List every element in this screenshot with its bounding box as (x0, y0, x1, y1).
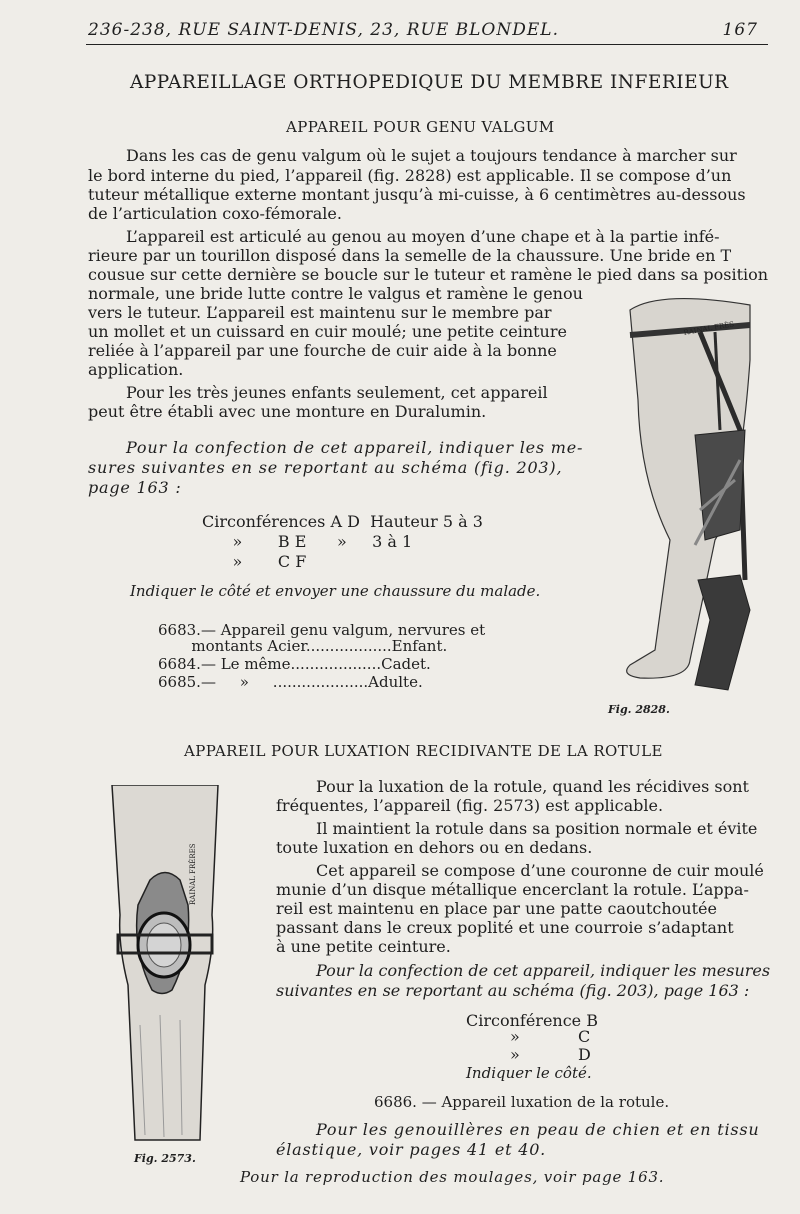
footer-line: Pour les genouillères en peau de chien et en tissu (316, 1120, 760, 1139)
paragraph-line: toute luxation en dehors ou en dedans. (276, 838, 593, 857)
paragraph-line: passant dans le creux poplité et une courroie s’adaptant (276, 918, 734, 937)
catalog-entry: 6686. — Appareil luxation de la rotule. (374, 1093, 670, 1111)
catalog-entry: 6683.— Appareil genu valgum, nervures et (158, 621, 486, 639)
section-heading-luxation-rotule: APPAREIL POUR LUXATION RECIDIVANTE DE LA ROTULE (184, 742, 663, 760)
paragraph-line: Pour la luxation de la rotule, quand les récidives sont (316, 777, 749, 796)
figure-caption: Fig. 2828. (608, 703, 670, 716)
paragraph-line: de l’articulation coxo-fémorale. (88, 204, 342, 223)
paragraph-line: tuteur métallique externe montant jusqu’à mi-cuisse, à 6 centimètres au-dessous (88, 185, 746, 204)
paragraph-line: fréquentes, l’appareil (fig. 2573) est applicable. (276, 796, 664, 815)
footer-line: élastique, voir pages 41 et 40. (276, 1140, 547, 1159)
catalog-entry: montants Acier..................Enfant. (158, 637, 448, 655)
paragraph-line: Dans les cas de genu valgum où le sujet a toujours tendance à marcher sur (126, 146, 737, 165)
measure-line: Circonférence B (466, 1011, 598, 1030)
paragraph-line: Pour les très jeunes enfants seulement, cet appareil (126, 383, 548, 402)
measure-line: Circonférences A D Hauteur 5 à 3 (202, 512, 483, 531)
instruction-line: Pour la confection de cet appareil, indiquer les mesures (316, 961, 771, 980)
instruction-line: sures suivantes en se reportant au schéma (fig. 203), (88, 458, 563, 477)
side-note: Indiquer le côté et envoyer une chaussure du malade. (130, 582, 541, 600)
running-header (88, 20, 758, 40)
paragraph-line: Il maintient la rotule dans sa position normale et évite (316, 819, 758, 838)
paragraph-line: vers le tuteur. L’appareil est maintenu sur le membre par (88, 303, 552, 322)
section-heading-genu-valgum: APPAREIL POUR GENU VALGUM (286, 118, 555, 136)
measure-line: » C F (202, 552, 307, 571)
side-note: Indiquer le côté. (466, 1064, 592, 1082)
measure-line: C (578, 1027, 591, 1046)
paragraph-line: L’appareil est articulé au genou au moyen d’une chape et à la partie infé- (126, 227, 720, 246)
header-address: 236-238, RUE SAINT-DENIS, 23, RUE BLONDEL. (88, 20, 559, 40)
instruction-line: suivantes en se reportant au schéma (fig. 203), page 163 : (276, 981, 750, 1000)
paragraph-line: application. (88, 360, 184, 379)
paragraph-line: rieure par un tourillon disposé dans la semelle de la chaussure. Une bride en T (88, 246, 732, 265)
figure-caption: Fig. 2573. (134, 1152, 196, 1165)
page-title: APPAREILLAGE ORTHOPEDIQUE DU MEMBRE INFERIEUR (130, 72, 729, 93)
catalog-entry: 6684.— Le même...................Cadet. (158, 655, 431, 673)
paragraph-line: peut être établi avec une monture en Duralumin. (88, 402, 487, 421)
header-rule (86, 44, 768, 45)
paragraph-line: le bord interne du pied, l’appareil (fig. 2828) est applicable. Il se compose d’un (88, 166, 732, 185)
paragraph-line: cousue sur cette dernière se boucle sur le tuteur et ramène le pied dans sa position (88, 265, 769, 284)
paragraph-line: un mollet et un cuissard en cuir moulé; une petite ceinture (88, 322, 567, 341)
measure-line: » (510, 1045, 520, 1064)
footer-line: Pour la reproduction des moulages, voir page 163. (240, 1168, 665, 1186)
measure-line: D (578, 1045, 591, 1064)
paragraph-line: munie d’un disque métallique encerclant la rotule. L’appa- (276, 880, 749, 899)
instruction-line: page 163 : (88, 478, 182, 497)
patella-brace-illustration (100, 785, 230, 1145)
paragraph-line: normale, une bride lutte contre le valgus et ramène le genou (88, 284, 583, 303)
brand-mark: RAINAL FRÈS (682, 320, 735, 337)
paragraph-line: reil est maintenu en place par une patte caoutchoutée (276, 899, 717, 918)
page-number: 167 (722, 20, 758, 40)
paragraph-line: à une petite ceinture. (276, 937, 451, 956)
brand-mark: RAINAL FRÈRES (189, 843, 197, 905)
catalog-entry: 6685.— » ....................Adulte. (158, 673, 423, 691)
paragraph-line: Cet appareil se compose d’une couronne de cuir moulé (316, 861, 764, 880)
instruction-line: Pour la confection de cet appareil, indiquer les me- (126, 438, 584, 457)
paragraph-line: reliée à l’appareil par une fourche de cuir aide à la bonne (88, 341, 557, 360)
measure-line: » (510, 1027, 520, 1046)
genu-valgum-brace-illustration (600, 280, 770, 700)
measure-line: » B E » 3 à 1 (202, 532, 413, 551)
